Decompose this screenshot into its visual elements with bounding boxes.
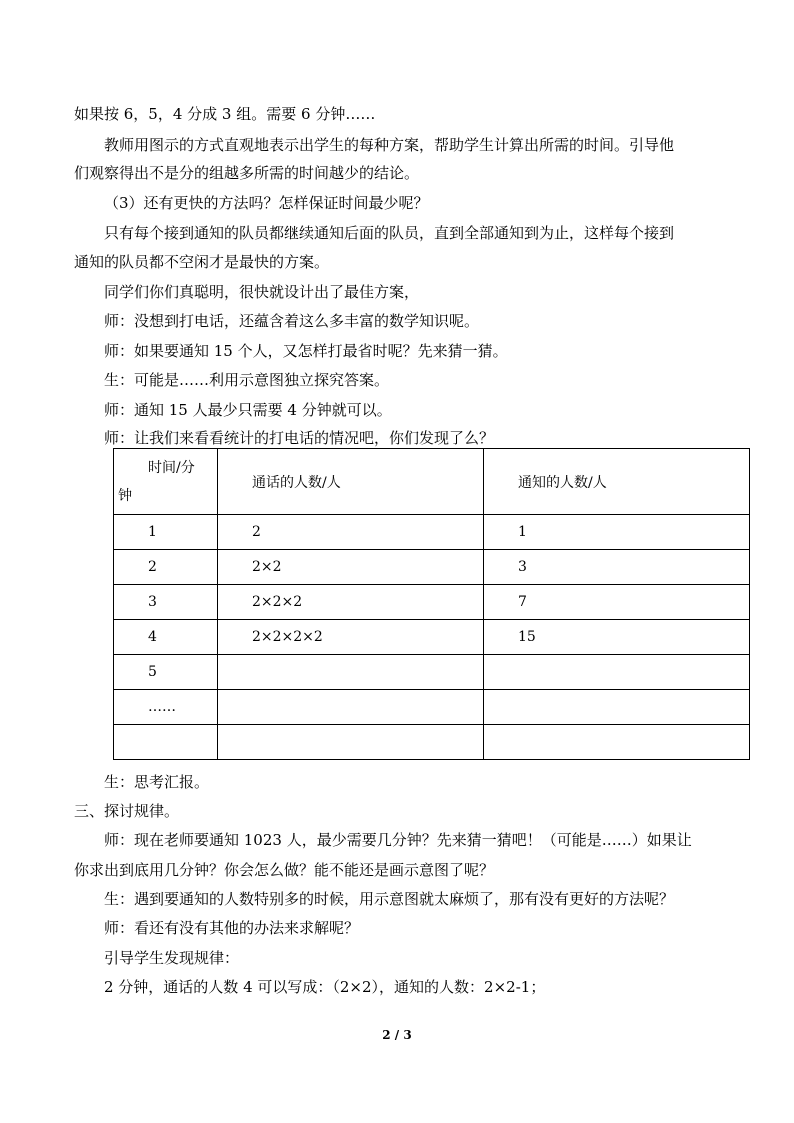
paragraph-line: 如果按 6，5，4 分成 3 组。需要 6 分钟…… [74,105,376,123]
paragraph-line: 师：让我们来看看统计的打电话的情况吧，你们发现了么？ [104,429,495,447]
header-notified: 通知的人数/人 [484,449,750,515]
cell-time: 3 [114,585,218,620]
table-row [114,620,750,655]
page-number: 2 / 3 [382,1028,412,1042]
cell-notified: 1 [484,515,750,550]
paragraph-line: 引导学生发现规律： [104,949,240,967]
cell-notified [484,725,750,760]
cell-notified: 15 [484,620,750,655]
section-heading: 三、探讨规律。 [74,802,180,820]
cell-time: 1 [114,515,218,550]
cell-time: 4 [114,620,218,655]
paragraph-line: （3）还有更快的方法吗？怎样保证时间最少呢？ [104,194,429,212]
table-row [114,690,750,725]
table-row [114,585,750,620]
paragraph-line: 师：如果要通知 15 个人，又怎样打最省时呢？先来猜一猜。 [104,342,508,360]
paragraph-line: 生：思考汇报。 [104,773,210,791]
paragraph-line: 你求出到底用几分钟？你会怎么做？能不能还是画示意图了呢？ [74,861,495,879]
header-time [114,449,218,515]
cell-callers [218,655,484,690]
paragraph-line: 生：可能是……利用示意图独立探究答案。 [104,371,390,389]
header-callers: 通话的人数/人 [218,449,484,515]
paragraph-line: 只有每个接到通知的队员都继续通知后面的队员，直到全部通知到为止，这样每个接到 [104,224,675,242]
cell-time [114,725,218,760]
cell-callers: 2 [218,515,484,550]
paragraph-line: 们观察得出不是分的组越多所需的时间越少的结论。 [74,164,420,182]
paragraph-line: 同学们你们真聪明，很快就设计出了最佳方案， [104,283,420,301]
paragraph-line: 师：通知 15 人最少只需要 4 分钟就可以。 [104,401,392,419]
cell-time: …… [114,690,218,725]
paragraph-line: 师：没想到打电话，还蕴含着这么多丰富的数学知识呢。 [104,312,480,330]
paragraph-line: 通知的队员都不空闲才是最快的方案。 [74,253,330,271]
phone-call-table [113,448,750,760]
paragraph-line: 师：看还有没有其他的办法来求解呢？ [104,919,360,937]
header-time-line2: 钟 [118,487,132,504]
header-time-line1: 时间/分 [148,459,195,476]
table-row [114,515,750,550]
paragraph-line: 师：现在老师要通知 1023 人，最少需要几分钟？先来猜一猜吧！（可能是……）如果让 [104,831,692,849]
cell-callers [218,725,484,760]
cell-notified: 7 [484,585,750,620]
paragraph-line: 2 分钟，通话的人数 4 可以写成：（2×2），通知的人数：2×2-1； [104,978,546,996]
paragraph-line: 生：遇到要通知的人数特别多的时候，用示意图就太麻烦了，那有没有更好的方法呢？ [104,890,675,908]
cell-callers: 2×2 [218,550,484,585]
table-row [114,655,750,690]
table-header-row [114,449,750,515]
cell-callers [218,690,484,725]
paragraph-line: 教师用图示的方式直观地表示出学生的每种方案，帮助学生计算出所需的时间。引导他 [104,136,675,154]
cell-notified: 3 [484,550,750,585]
cell-notified [484,655,750,690]
table-row [114,550,750,585]
cell-callers: 2×2×2 [218,585,484,620]
cell-time: 5 [114,655,218,690]
cell-time: 2 [114,550,218,585]
table-row [114,725,750,760]
cell-callers: 2×2×2×2 [218,620,484,655]
cell-notified [484,690,750,725]
